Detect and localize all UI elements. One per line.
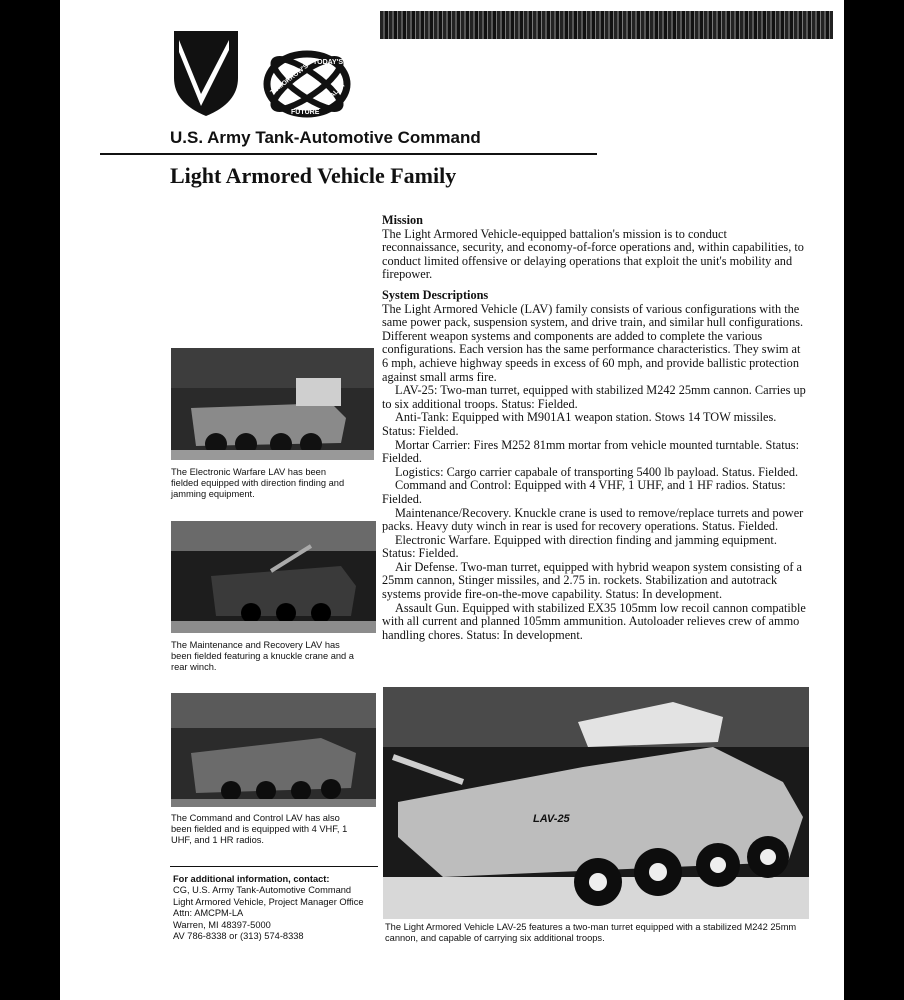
ring-logo-bottom-text: FUTURE xyxy=(291,109,320,116)
contact-line: Light Armored Vehicle, Project Manager Office xyxy=(173,896,364,907)
mission-section xyxy=(382,214,806,282)
system-item-logistics: Logistics: Cargo carrier capabale of transporting 5400 lb payload. Status. Fielded. xyxy=(395,464,799,479)
ring-logo-top-text: TODAY'S xyxy=(313,59,344,66)
system-descriptions-section xyxy=(382,289,806,642)
contact-line: CG, U.S. Army Tank-Automotive Command xyxy=(173,885,352,896)
contact-line: Attn: AMCPM-LA xyxy=(173,908,244,919)
ring-logo-right-text: REALITY xyxy=(322,81,348,106)
command-lav-photo xyxy=(171,693,376,807)
scan-noise-bar xyxy=(380,11,833,39)
contact-block xyxy=(173,874,364,942)
recovery-lav-caption: The Maintenance and Recovery LAV has been fielded featuring a knuckle crane and a rear winch. xyxy=(171,640,354,672)
system-item-anti-tank: Anti-Tank: Equipped with M901A1 weapon station. Stows 14 TOW missiles. Status: Fielded. xyxy=(382,410,777,438)
system-item-mortar: Mortar Carrier: Fires M252 81mm mortar from vehicle mounted turntable. Status: Fielded. xyxy=(382,437,800,466)
system-item-command: Command and Control: Equipped with 4 VHF, 1 UHF, and 1 HF radios. Status: Fielded. xyxy=(382,478,786,506)
lav25-caption: The Light Armored Vehicle LAV-25 features a two-man turret equipped with a stabilized M242 25mm cannon, and capable of carrying six additional troops. xyxy=(385,922,797,943)
command-lav-caption: The Command and Control LAV has also been fielded and is equipped with 4 VHF, 1 UHF, and 1 HR radios. xyxy=(171,813,348,845)
contact-rule xyxy=(170,866,378,867)
document-page xyxy=(60,0,844,1000)
system-item-lav25: LAV-25: Two-man turret, equipped with stabilized M242 25mm cannon. Carries up to six additional troops. Status: Fielded. xyxy=(382,383,806,411)
contact-heading: For additional information, contact: xyxy=(173,874,330,884)
organization-title: U.S. Army Tank-Automotive Command xyxy=(170,128,481,147)
system-item-assault-gun: Assault Gun. Equipped with stabilized EX35 105mm low recoil cannon compatible with all current and planned 105mm ammunition. Autoloader relieves crew of ammo handling chores. Status: In development. xyxy=(382,600,806,642)
system-item-ew: Electronic Warfare. Equipped with direction finding and jamming equipment. Status: Fielded. xyxy=(382,532,777,561)
header-rule xyxy=(100,153,597,155)
mission-heading: Mission xyxy=(382,213,423,227)
lav25-photo xyxy=(383,687,809,919)
ring-logo-left-text: TOMORROW'S xyxy=(269,62,310,97)
page-title: Light Armored Vehicle Family xyxy=(170,163,457,188)
system-item-air-defense: Air Defense. Two-man turret, equipped with hybrid weapon system consisting of a 25mm cannon, Stinger missiles, and 2.75 in. rockets. Stabilization and autotrack systems provide fire-on-the-move capability. Status: In development. xyxy=(382,559,803,602)
ew-lav-photo xyxy=(171,348,374,460)
system-intro: The Light Armored Vehicle (LAV) family consists of various configurations with the same power pack, suspension system, and drive train, and similar hull configurations. Different weapon systems and components are added to complete the various configurations. Each version has the same performance characteristics. They swim at 6 mph, achieve highway speeds in excess of 60 mph, and provide ballistic protection against small arms fire. xyxy=(382,301,804,384)
lav25-hull-marking: LAV-25 xyxy=(533,813,570,825)
shield-logo-icon xyxy=(171,28,241,118)
contact-line: AV 786-8338 or (313) 574-8338 xyxy=(173,931,304,942)
contact-line: Warren, MI 48397-5000 xyxy=(173,919,271,930)
ew-lav-caption: The Electronic Warfare LAV has been fielded equipped with direction finding and jamming equipment. xyxy=(171,467,345,499)
system-heading: System Descriptions xyxy=(382,288,489,302)
todays-tomorrow-logo-icon xyxy=(263,50,351,118)
recovery-lav-photo xyxy=(171,521,376,633)
system-item-recovery: Maintenance/Recovery. Knuckle crane is used to remove/replace turrets and power packs. Heavy duty winch in rear is used for recovery operations. Status. Fielded. xyxy=(382,505,804,534)
mission-text: The Light Armored Vehicle-equipped battalion's mission is to conduct reconnaissance, security, and economy-of-force operations and, within capabilities, to conduct limited offensive or delaying operations that exploit the unit's mobility and firepower. xyxy=(382,226,804,282)
